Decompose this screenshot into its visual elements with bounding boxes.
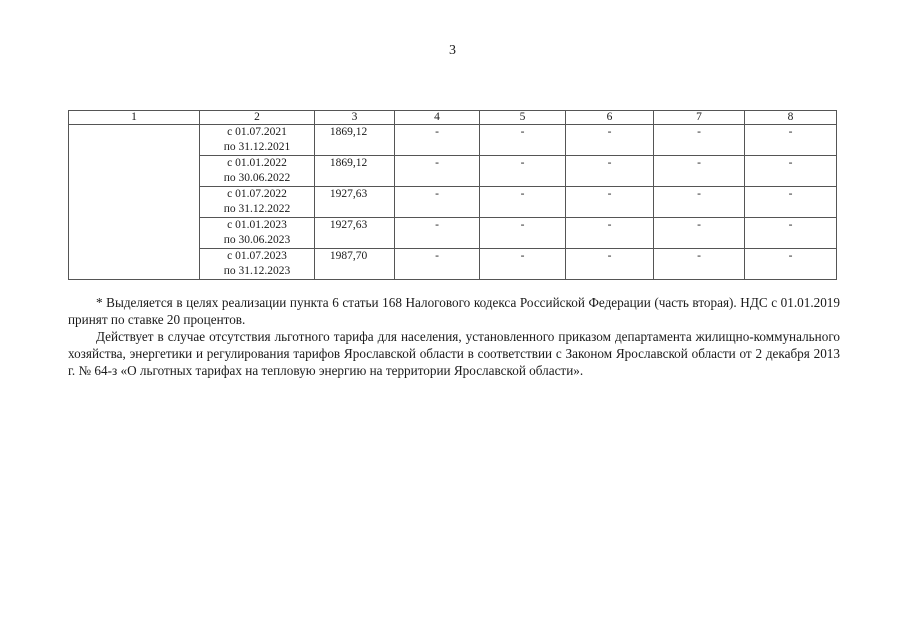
period-cell (200, 156, 315, 187)
empty-category-cell (69, 125, 200, 280)
period-cell (200, 187, 315, 218)
page-number: 3 (449, 43, 456, 58)
period-cell (200, 218, 315, 249)
table-cell: - (745, 156, 837, 187)
tariff-value-cell: 1927,63 (315, 218, 395, 249)
period-from: с 01.01.2022 (227, 157, 287, 169)
tariff-table (68, 110, 837, 280)
table-cell: - (480, 218, 566, 249)
period-to: по 31.12.2023 (223, 265, 291, 277)
table-cell: - (654, 218, 745, 249)
table-row (69, 125, 837, 156)
period-cell (200, 249, 315, 280)
tariff-value-cell: 1869,12 (315, 125, 395, 156)
table-cell: - (745, 125, 837, 156)
period-to: по 31.12.2021 (223, 141, 291, 153)
period-from: с 01.07.2021 (227, 126, 287, 138)
column-header: 4 (395, 111, 480, 125)
table-cell: - (745, 249, 837, 280)
table-cell: - (395, 218, 480, 249)
table-header-row (69, 111, 837, 125)
tariff-value-cell: 1987,70 (315, 249, 395, 280)
column-header: 7 (654, 111, 745, 125)
table-cell: - (566, 249, 654, 280)
tariff-value-cell: 1927,63 (315, 187, 395, 218)
table-cell: - (480, 156, 566, 187)
period-to: по 30.06.2023 (223, 234, 291, 246)
table-cell: - (745, 218, 837, 249)
column-header: 6 (566, 111, 654, 125)
table-cell: - (654, 156, 745, 187)
column-header: 5 (480, 111, 566, 125)
table-cell: - (654, 187, 745, 218)
table-cell: - (480, 187, 566, 218)
tariff-value-cell: 1869,12 (315, 156, 395, 187)
period-cell (200, 125, 315, 156)
period-to: по 30.06.2022 (223, 172, 291, 184)
table-cell: - (395, 156, 480, 187)
period-from: с 01.07.2023 (227, 250, 287, 262)
column-header: 3 (315, 111, 395, 125)
column-header: 2 (200, 111, 315, 125)
column-header: 1 (69, 111, 200, 125)
table-cell: - (395, 125, 480, 156)
tariff-footnote: Действует в случае отсутствия льготного тарифа для населения, установленного приказом департамента жилищно-коммунального хозяйства, энергетики и регулирования тарифов Ярославской области в соответствии с Законом Ярославской области от 2 декабря 2013 г. № 64-з «О льготных тарифах на тепловую энергию на территории Ярославской области». (68, 329, 840, 378)
table-cell: - (395, 249, 480, 280)
period-from: с 01.07.2022 (227, 188, 287, 200)
vat-footnote: * Выделяется в целях реализации пункта 6 статьи 168 Налогового кодекса Российской Федерации (часть вторая). НДС с 01.01.2019 принят по ставке 20 процентов. (68, 295, 840, 327)
table-cell: - (480, 125, 566, 156)
period-to: по 31.12.2022 (223, 203, 291, 215)
table-cell: - (654, 249, 745, 280)
table-cell: - (654, 125, 745, 156)
table-cell: - (566, 187, 654, 218)
column-header: 8 (745, 111, 837, 125)
footnotes (68, 294, 840, 379)
table-cell: - (566, 156, 654, 187)
table-cell: - (566, 125, 654, 156)
table-cell: - (745, 187, 837, 218)
table-cell: - (480, 249, 566, 280)
table-cell: - (566, 218, 654, 249)
period-from: с 01.01.2023 (227, 219, 287, 231)
table-cell: - (395, 187, 480, 218)
